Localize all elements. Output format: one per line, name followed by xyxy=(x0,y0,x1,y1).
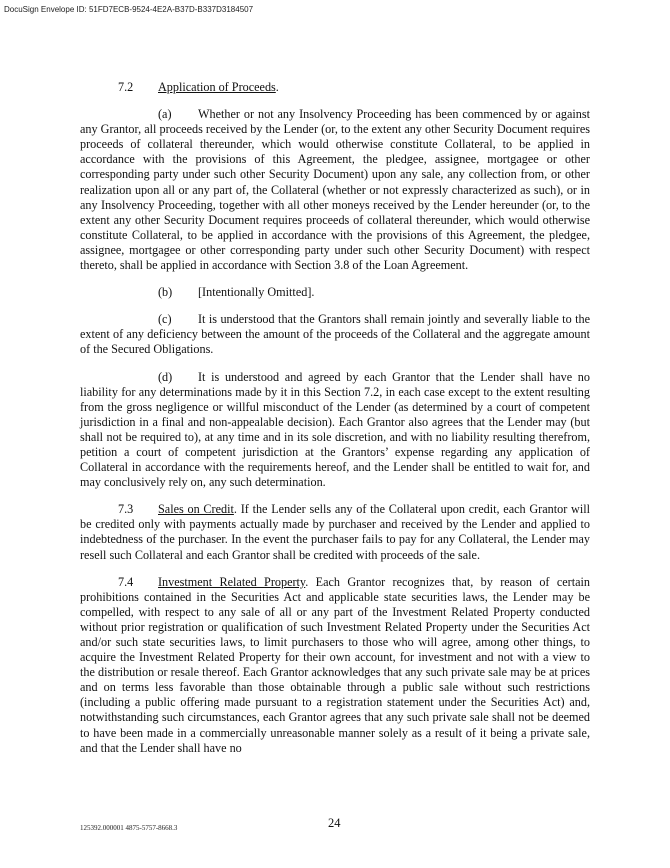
section-7-4: 7.4 Investment Related Property. Each Grantor recognizes that, by reason of certain prohibitions contained in the Securities Act and applicable state securities laws, the Lender may be compelled, with respect to any sale of all or any part of the Investment Related Property conducted without prior registration or qualification of such Investment Related Property under the Securities Act and/or such state securities laws, to limit purchasers to those who will agree, among other things, to acquire the Investment Related Property for their own account, for investment and not with a view to the distribution or resale thereof. Each Grantor acknowledges that any such private sale may be at prices and on terms less favorable than those obtainable through a public sale without such restrictions (including a public offering made pursuant to a registration statement under the Securities Act) and, notwithstanding such circumstances, each Grantor agrees that any such private sale shall not be deemed to have been made in a commercially unreasonable manner solely as a result of it being a private sale, and that the Lender shall have no xyxy=(80,574,590,755)
section-title: Investment Related Property xyxy=(158,574,306,589)
paragraph-7-2-a xyxy=(80,107,590,273)
section-number: 7.2 xyxy=(118,80,134,94)
section-title: Application of Proceeds xyxy=(158,80,276,94)
clause-text: Whether or not any Insolvency Proceeding has been commenced by or against any Grantor, all proceeds received by the Lender (or, to the extent any other Security Document requires proceeds of collateral thereunder, which would otherwise constitute Collateral, to be applied in accordance with the provisions of this Agreement, the pledgee, assignee, mortgagee or other corresponding party under such other Security Document) upon any sale, any collection from, or other realization upon all or any part of, the Collateral (whether or not expressly characterized as such), or in any Insolvency Proceeding, together with all other moneys received by the Lender hereunder (or, to the extent any other Security Document requires proceeds of collateral thereunder, which would otherwise constitute Collateral, to be applied in accordance with the provisions of this Agreement, the pledgee, assignee, mortgagee or other corresponding party under such other Security Document) with respect thereto, shall be applied in accordance with Section 3.8 of the Loan Agreement. xyxy=(80,107,590,273)
page-number: 24 xyxy=(328,816,341,830)
paragraph-7-2-d xyxy=(80,370,590,491)
section-number: 7.3 xyxy=(118,502,134,517)
clause-label: (a) xyxy=(158,107,172,122)
document-body xyxy=(80,80,590,768)
section-7-3: 7.3 Sales on Credit. If the Lender sells any of the Collateral upon credit, each Grantor will be credited only with payments actually made by purchaser and received by the Lender and applied to indebtedness of the purchaser. In the event the purchaser fails to pay for any Collateral, the Lender may resell such Collateral and each Grantor shall be credited with proceeds of the sale. xyxy=(80,502,590,562)
section-number: 7.4 xyxy=(118,574,134,589)
clause-text: It is understood that the Grantors shall remain jointly and severally liable to the extent of any deficiency between the amount of the proceeds of the Collateral and the aggregate amount of the Secured Obligations. xyxy=(80,312,590,357)
clause-label: (c) xyxy=(158,312,172,327)
section-7-2-heading: 7.2 Application of Proceeds. xyxy=(118,80,279,94)
clause-label: (b) xyxy=(158,285,173,300)
section-text: If the Lender sells any of the Collateral upon credit, each Grantor will be credited only with payments actually made by purchaser and received by the Lender and applied to indebtedness of the purchaser. In the event the purchaser fails to pay for any Collateral, the Lender may resell such Collateral and each Grantor shall be credited with proceeds of the sale. xyxy=(80,502,590,562)
clause-label: (d) xyxy=(158,369,173,384)
clause-text: [Intentionally Omitted]. xyxy=(198,285,315,300)
section-text: Each Grantor recognizes that, by reason of certain prohibitions contained in the Securities Act and applicable state securities laws, the Lender may be compelled, with respect to any sale of all or any part of the Investment Related Property conducted without prior registration or qualification of such Investment Related Property under the Securities Act and/or such state securities laws, to limit purchasers to those who will agree, among other things, to acquire the Investment Related Property for their own account, for investment and not with a view to the distribution or resale thereof. Each Grantor acknowledges that any such private sale may be at prices and on terms less favorable than those obtainable through a public sale without such restrictions (including a public offering made pursuant to a registration statement under the Securities Act) and, notwithstanding such circumstances, each Grantor agrees that any such private sale shall not be deemed to have been made in a commercially unreasonable manner solely as a result of it being a private sale, and that the Lender shall have no xyxy=(80,574,590,755)
clause-text: It is understood and agreed by each Grantor that the Lender shall have no liability for any determinations made by it in this Section 7.2, in each case except to the extent resulting from the gross negligence or willful misconduct of the Lender (as determined by a court of competent jurisdiction in a final and non-appealable decision). Each Grantor also agrees that the Lender may (but shall not be required to), at any time and in its sole discretion, and with no liability resulting therefrom, petition a court of competent jurisdiction at the Grantors’ expense regarding any application of Collateral in accordance with the requirements hereof, and the Lender shall be entitled to wait for, and may conclusively rely on, any such determination. xyxy=(80,369,590,490)
envelope-id: DocuSign Envelope ID: 51FD7ECB-9524-4E2A-B37D-B337D3184507 xyxy=(4,5,254,14)
paragraph-7-2-c xyxy=(80,312,590,357)
document-id: 125392.000001 4875-5757-8668.3 xyxy=(80,824,178,832)
paragraph-7-2-b xyxy=(80,285,590,300)
section-title: Sales on Credit xyxy=(158,502,234,517)
